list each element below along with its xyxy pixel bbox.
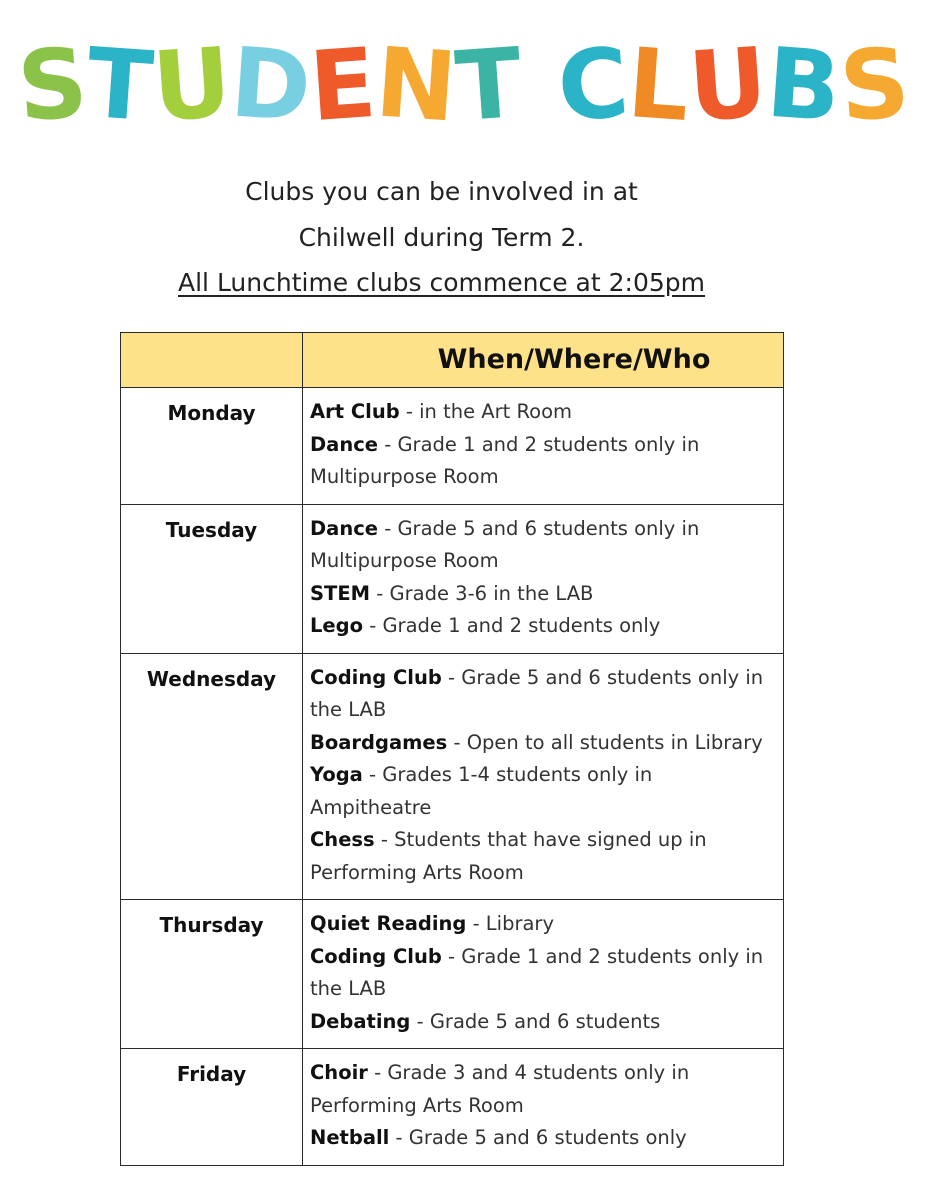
header-info-cell	[303, 333, 784, 388]
table-header-row	[121, 333, 784, 388]
clubs-cell	[303, 900, 784, 1049]
club-detail: - Grade 5 and 6 students only	[389, 1126, 687, 1149]
club-name: Dance	[310, 516, 379, 540]
club-name: Coding Club	[310, 665, 442, 689]
day-cell: Thursday	[121, 900, 303, 1049]
table-row	[121, 388, 784, 505]
table-row	[121, 653, 784, 900]
club-entry	[310, 759, 775, 824]
club-entry	[310, 578, 775, 611]
club-name: Dance	[310, 432, 379, 456]
lunchtime-notice: All Lunchtime clubs commence at 2:05pm	[178, 268, 705, 297]
clubs-cell	[303, 653, 784, 900]
table-row	[121, 1049, 784, 1166]
club-detail: - Grades 1-4 students only in Ampitheatre	[310, 763, 653, 819]
intro-line-2: Chilwell during Term 2.	[298, 223, 585, 252]
club-name: Debating	[310, 1009, 411, 1033]
clubs-schedule-table	[120, 332, 784, 1166]
title-letter: C	[553, 26, 632, 144]
club-entry	[310, 429, 775, 494]
club-detail: - Grade 5 and 6 students	[410, 1009, 661, 1033]
club-name: Choir	[310, 1061, 368, 1084]
day-cell: Wednesday	[121, 653, 303, 900]
club-entry	[310, 824, 775, 889]
club-detail: - Grade 5 and 6 students only in the LAB	[310, 665, 764, 721]
club-entry	[310, 727, 775, 760]
page-title	[0, 26, 914, 150]
club-detail: - Library	[466, 912, 554, 935]
club-detail: - Grade 3 and 4 students only in Performing Arts Room	[310, 1061, 690, 1117]
title-word	[553, 26, 914, 144]
club-name: Netball	[310, 1126, 390, 1149]
club-entry	[310, 396, 775, 429]
table-row	[121, 504, 784, 653]
title-letter: N	[372, 26, 460, 144]
club-name: Quiet Reading	[310, 912, 467, 935]
club-name: Boardgames	[310, 730, 448, 754]
club-detail: - Grade 3-6 in the LAB	[370, 581, 594, 605]
club-name: Lego	[310, 614, 364, 637]
club-detail: - Grade 1 and 2 students only in the LAB	[310, 944, 764, 1000]
title-word	[14, 26, 526, 144]
day-cell: Friday	[121, 1049, 303, 1166]
club-name: Coding Club	[310, 944, 442, 968]
header-day-cell	[121, 333, 303, 388]
title-letter: T	[83, 26, 157, 144]
title-letter: U	[685, 26, 772, 144]
day-cell: Tuesday	[121, 504, 303, 653]
title-letter: L	[624, 27, 694, 143]
club-entry	[310, 610, 775, 643]
club-entry	[310, 662, 775, 727]
header-when-where-who: When/Where/Who	[437, 344, 711, 375]
club-entry	[310, 941, 775, 1006]
title-letter: E	[306, 26, 380, 144]
club-entry	[310, 908, 775, 941]
club-detail: - Grade 5 and 6 students only in Multipurpose Room	[310, 516, 700, 572]
club-entry	[310, 1122, 775, 1155]
club-entry	[310, 1057, 775, 1122]
title-letter: B	[763, 26, 845, 144]
club-name: Yoga	[310, 763, 363, 786]
title-letter: S	[14, 26, 91, 144]
club-entry	[310, 1006, 775, 1039]
title-letter: S	[836, 26, 914, 144]
title-letter: U	[148, 26, 235, 144]
club-detail: - in the Art Room	[399, 400, 572, 423]
clubs-cell	[303, 1049, 784, 1166]
title-letter: D	[226, 26, 315, 144]
club-detail: - Students that have signed up in Performing Arts Room	[310, 828, 707, 884]
intro-line-1: Clubs you can be involved in at	[245, 177, 638, 206]
club-name: Chess	[310, 828, 375, 851]
club-name: STEM	[310, 581, 371, 605]
club-detail: - Grade 1 and 2 students only	[363, 614, 661, 637]
club-detail: - Open to all students in Library	[447, 730, 763, 754]
title-letter: T	[452, 26, 526, 144]
day-cell: Monday	[121, 388, 303, 505]
clubs-cell	[303, 504, 784, 653]
club-detail: - Grade 1 and 2 students only in Multipurpose Room	[310, 432, 700, 488]
club-entry	[310, 513, 775, 578]
clubs-cell	[303, 388, 784, 505]
club-name: Art Club	[310, 400, 400, 423]
table-row	[121, 900, 784, 1049]
